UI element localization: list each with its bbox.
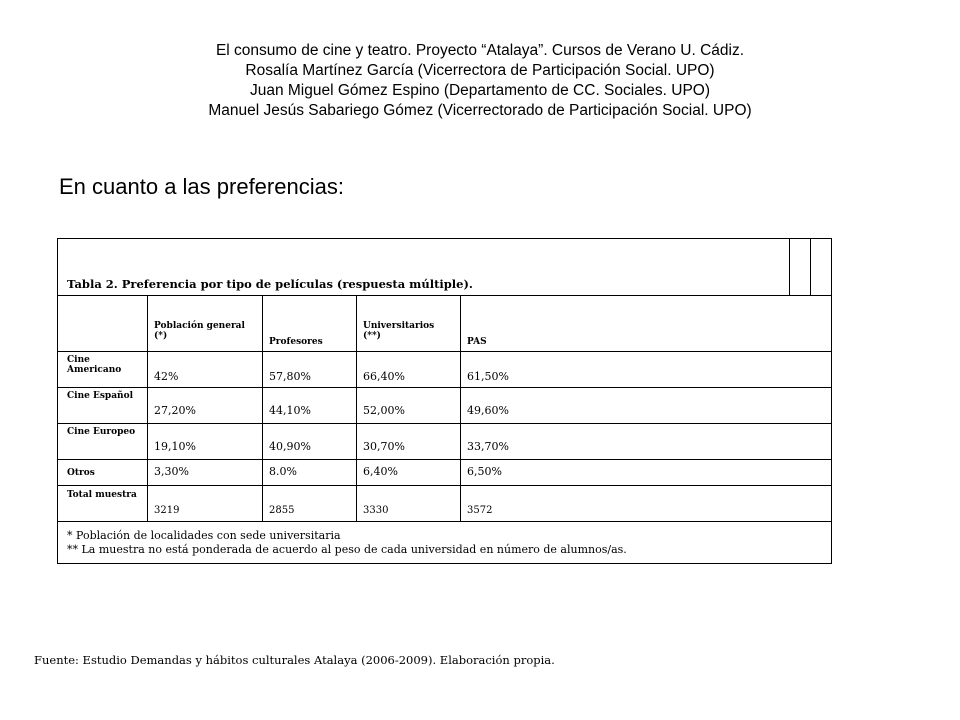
header-line-author-1: Rosalía Martínez García (Vicerrectora de Participación Social. UPO)	[245, 62, 715, 79]
column-rule	[356, 295, 357, 521]
column-rule	[460, 295, 461, 521]
source-note: Fuente: Estudio Demandas y hábitos culturales Atalaya (2006-2009). Elaboración propia.	[34, 653, 555, 667]
preferences-table	[57, 238, 832, 564]
table-cell: 6,50%	[467, 465, 502, 478]
table-cell: 3330	[363, 505, 389, 516]
row-label-cine-europeo: Cine Europeo	[67, 427, 136, 437]
section-subtitle: En cuanto a las preferencias:	[59, 174, 344, 199]
table-cell: 66,40%	[363, 370, 405, 383]
table-cell: 40,90%	[269, 440, 311, 453]
table-cell: 3572	[467, 505, 493, 516]
table-cell: 6,40%	[363, 465, 398, 478]
column-rule	[147, 295, 148, 521]
header-line-author-3: Manuel Jesús Sabariego Gómez (Vicerrectorado de Participación Social. UPO)	[208, 102, 752, 119]
title-row-divider	[810, 239, 811, 296]
table-rule	[58, 521, 831, 522]
column-rule	[262, 295, 263, 521]
table-cell: 61,50%	[467, 370, 509, 383]
table-rule	[58, 351, 831, 352]
table-cell: 30,70%	[363, 440, 405, 453]
table-rule	[58, 485, 831, 486]
row-label-cine-espanol: Cine Español	[67, 391, 134, 401]
table-rule	[58, 387, 831, 388]
table-rule	[58, 295, 831, 296]
header-line-title: El consumo de cine y teatro. Proyecto “Atalaya”. Cursos de Verano U. Cádiz.	[215, 42, 745, 59]
table-note-1: * Población de localidades con sede universitaria	[67, 529, 341, 542]
table-cell: 57,80%	[269, 370, 311, 383]
table-cell: 33,70%	[467, 440, 509, 453]
table-note-2: ** La muestra no está ponderada de acuerdo al peso de cada universidad en número de alumnos/as.	[67, 543, 627, 556]
table-cell: 3219	[154, 505, 180, 516]
table-cell: 2855	[269, 505, 295, 516]
header-line-author-2: Juan Miguel Gómez Espino (Departamento de CC. Sociales. UPO)	[249, 82, 711, 99]
column-header-profesores: Profesores	[269, 337, 323, 347]
table-cell: 19,10%	[154, 440, 196, 453]
column-header-pas: PAS	[467, 337, 487, 347]
row-label-otros: Otros	[67, 468, 95, 478]
presentation-header	[0, 41, 960, 121]
table-cell: 49,60%	[467, 404, 509, 417]
table-caption: Tabla 2. Preferencia por tipo de películas (respuesta múltiple).	[67, 277, 473, 291]
table-cell: 27,20%	[154, 404, 196, 417]
table-cell: 44,10%	[269, 404, 311, 417]
row-label-total-muestra: Total muestra	[67, 490, 137, 500]
table-cell: 8.0%	[269, 465, 297, 478]
table-rule	[58, 423, 831, 424]
column-header-poblacion: Población general (*)	[154, 321, 245, 341]
table-rule	[58, 459, 831, 460]
table-cell: 3,30%	[154, 465, 189, 478]
table-cell: 52,00%	[363, 404, 405, 417]
table-cell: 42%	[154, 370, 179, 383]
title-row-divider	[789, 239, 790, 296]
row-label-cine-americano: Cine Americano	[67, 355, 122, 375]
column-header-universitarios: Universitarios (**)	[363, 321, 435, 341]
